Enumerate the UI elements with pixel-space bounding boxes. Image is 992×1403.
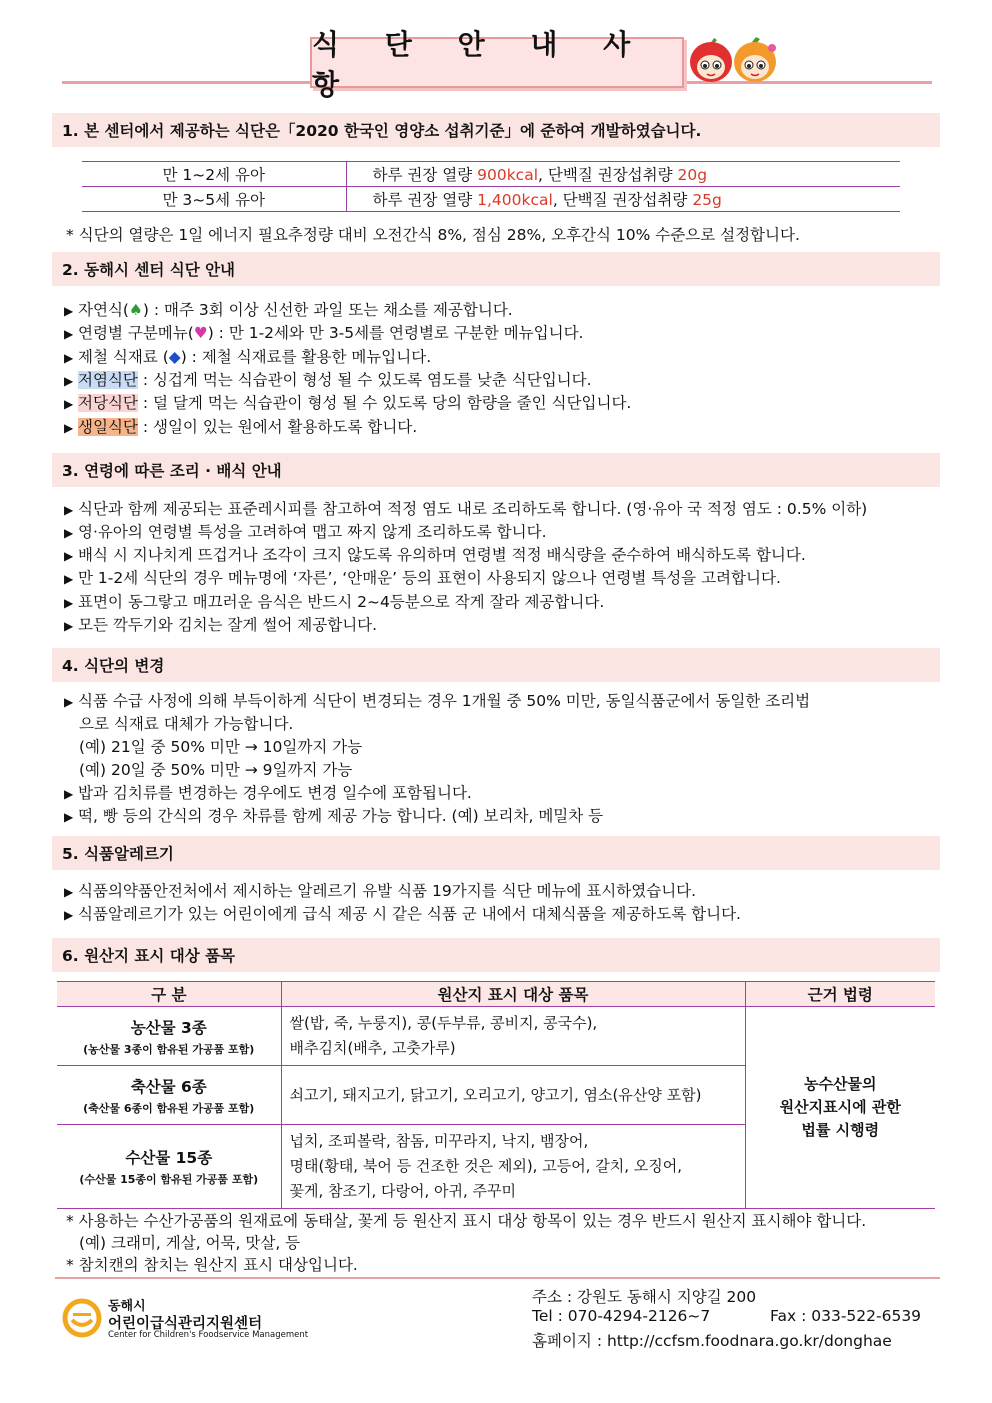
energy-table: [82, 161, 900, 212]
origin-table: [57, 981, 935, 1209]
origin-note: * 참치캔의 참치는 원산지 표시 대상입니다.: [66, 1256, 358, 1274]
list-item: ▶ 제철 식재료 (◆) : 제철 식재료를 활용한 메뉴입니다.: [64, 348, 432, 366]
homepage-link[interactable]: 홈페이지 : http://ccfsm.foodnara.go.kr/donghae: [532, 1332, 892, 1350]
section-4-heading: 4. 식단의 변경: [52, 648, 940, 682]
list-item-continuation: 으로 식재료 대체가 가능합니다.: [79, 715, 294, 733]
items-cell: 쌀(밥, 죽, 누룽지), 콩(두부류, 콩비지, 콩국수), 배추김치(배추, 고춧가루): [281, 1007, 745, 1066]
section-5-heading: 5. 식품알레르기: [52, 836, 940, 870]
spade-icon: ♠: [128, 301, 143, 319]
example-line: (예) 20일 중 50% 미만 → 9일까지 가능: [79, 761, 353, 779]
category-cell: 축산물 6종 (축산물 6종이 함유된 가공품 포함): [57, 1066, 281, 1125]
diamond-icon: ◆: [168, 348, 181, 366]
section-3-heading: 3. 연령에 따른 조리 · 배식 안내: [52, 453, 940, 487]
list-item: ▶ 영·유아의 연령별 특성을 고려하여 맵고 짜지 않게 조리하도록 합니다.: [64, 523, 547, 541]
page-title: 식 단 안 내 사 항: [310, 37, 684, 88]
example-line: (예) 21일 중 50% 미만 → 10일까지 가능: [79, 738, 363, 756]
org-name: 어린이급식관리지원센터: [108, 1316, 263, 1332]
birthday-label: 생일식단: [78, 418, 138, 436]
list-item: ▶ 저당식단 : 덜 달게 먹는 식습관이 형성 될 수 있도록 당의 함량을 줄인 식단입니다.: [64, 394, 632, 412]
list-item: ▶ 저염식단 : 싱겁게 먹는 식습관이 형성 될 수 있도록 염도를 낮춘 식단입니다.: [64, 371, 592, 389]
heart-icon: ♥: [193, 324, 208, 342]
energy-cell: 하루 권장 열량 900kcal, 단백질 권장섭취량 20g: [346, 162, 900, 187]
items-cell: 쇠고기, 돼지고기, 닭고기, 오리고기, 양고기, 염소(유산양 포함): [281, 1066, 745, 1125]
section-1-heading: 1. 본 센터에서 제공하는 식단은「2020 한국인 영양소 섭취기준」에 준하여 개발하였습니다.: [52, 113, 940, 147]
column-header: 구 분: [57, 982, 281, 1007]
title-area: [0, 0, 992, 100]
low-sugar-label: 저당식단: [78, 394, 138, 412]
telephone: Tel : 070-4294-2126~7: [532, 1307, 711, 1325]
table-row: [82, 162, 900, 187]
origin-note: * 사용하는 수산가공품의 원재료에 동태살, 꽃게 등 원산지 표시 대상 항목이 있는 경우 반드시 원산지 표시해야 합니다.: [66, 1212, 867, 1230]
list-item: ▶ 식품의약품안전처에서 제시하는 알레르기 유발 식품 19가지를 식단 메뉴에 표시하였습니다.: [64, 882, 697, 900]
list-item: ▶ 모든 깍두기와 김치는 잘게 썰어 제공합니다.: [64, 616, 378, 634]
apple-mascot-icon: [688, 36, 734, 88]
org-city: 동해시: [108, 1299, 146, 1314]
section-2-heading: 2. 동해시 센터 식단 안내: [52, 252, 940, 286]
list-item: ▶ 표면이 동그랗고 매끄러운 음식은 반드시 2~4등분으로 작게 잘라 제공합니다.: [64, 593, 605, 611]
energy-cell: 하루 권장 열량 1,400kcal, 단백질 권장섭취량 25g: [346, 187, 900, 212]
footer-divider: [55, 1277, 940, 1279]
age-cell: 만 3~5세 유아: [82, 187, 346, 212]
list-item: ▶ 만 1-2세 식단의 경우 메뉴명에 ‘자른’, ‘안매운’ 등의 표현이 사용되지 않으나 연령별 특성을 고려합니다.: [64, 569, 781, 587]
category-cell: 농산물 3종 (농산물 3종이 함유된 가공품 포함): [57, 1007, 281, 1066]
list-item: ▶ 식단과 함께 제공되는 표준레시피를 참고하여 적정 염도 내로 조리하도록 합니다. (영·유아 국 적정 염도 : 0.5% 이하): [64, 500, 868, 518]
table-row: [57, 1007, 935, 1066]
list-item: ▶ 연령별 구분메뉴(♥) : 만 1-2세와 만 3-5세를 연령별로 구분한 메뉴입니다.: [64, 324, 584, 342]
list-item: ▶ 생일식단 : 생일이 있는 원에서 활용하도록 합니다.: [64, 418, 418, 436]
law-cell: 농수산물의 원산지표시에 관한 법률 시행령: [745, 1007, 935, 1209]
low-salt-label: 저염식단: [78, 371, 138, 389]
list-item: ▶ 식품알레르기가 있는 어린이에게 급식 제공 시 같은 식품 군 내에서 대체식품을 제공하도록 합니다.: [64, 905, 741, 923]
age-cell: 만 1~2세 유아: [82, 162, 346, 187]
list-item: ▶ 자연식(♠) : 매주 3회 이상 신선한 과일 또는 채소를 제공합니다.: [64, 301, 513, 319]
origin-note-example: (예) 크래미, 게살, 어묵, 맛살, 등: [79, 1234, 301, 1252]
section-6-heading: 6. 원산지 표시 대상 품목: [52, 938, 940, 972]
list-item: ▶ 식품 수급 사정에 의해 부득이하게 식단이 변경되는 경우 1개월 중 50% 미만, 동일식품군에서 동일한 조리법: [64, 692, 811, 710]
column-header: 근거 법령: [745, 982, 935, 1007]
orange-mascot-icon: [732, 36, 778, 88]
fax: Fax : 033-522-6539: [770, 1307, 922, 1325]
category-cell: 수산물 15종 (수산물 15종이 함유된 가공품 포함): [57, 1125, 281, 1209]
table-header-row: [57, 982, 935, 1007]
list-item: ▶ 밥과 김치류를 변경하는 경우에도 변경 일수에 포함됩니다.: [64, 784, 472, 802]
table-row: [82, 187, 900, 212]
list-item: ▶ 떡, 빵 등의 간식의 경우 차류를 함께 제공 가능 합니다. (예) 보리차, 메밀차 등: [64, 807, 604, 825]
org-name-english: Center for Children's Foodservice Management: [108, 1330, 309, 1340]
address: 주소 : 강원도 동해시 지양길 200: [532, 1288, 757, 1306]
items-cell: 넙치, 조피볼락, 참돔, 미꾸라지, 낙지, 뱀장어, 명태(황태, 북어 등 건조한 것은 제외), 고등어, 갈치, 오징어, 꽃게, 참조기, 다랑어, 아귀, 주꾸미: [281, 1125, 745, 1209]
list-item: ▶ 배식 시 지나치게 뜨겁거나 조각이 크지 않도록 유의하며 연령별 적정 배식량을 준수하여 배식하도록 합니다.: [64, 546, 806, 564]
energy-note: * 식단의 열량은 1일 에너지 필요추정량 대비 오전간식 8%, 점심 28%, 오후간식 10% 수준으로 설정합니다.: [66, 226, 800, 244]
center-logo-icon: [62, 1298, 102, 1338]
column-header: 원산지 표시 대상 품목: [281, 982, 745, 1007]
